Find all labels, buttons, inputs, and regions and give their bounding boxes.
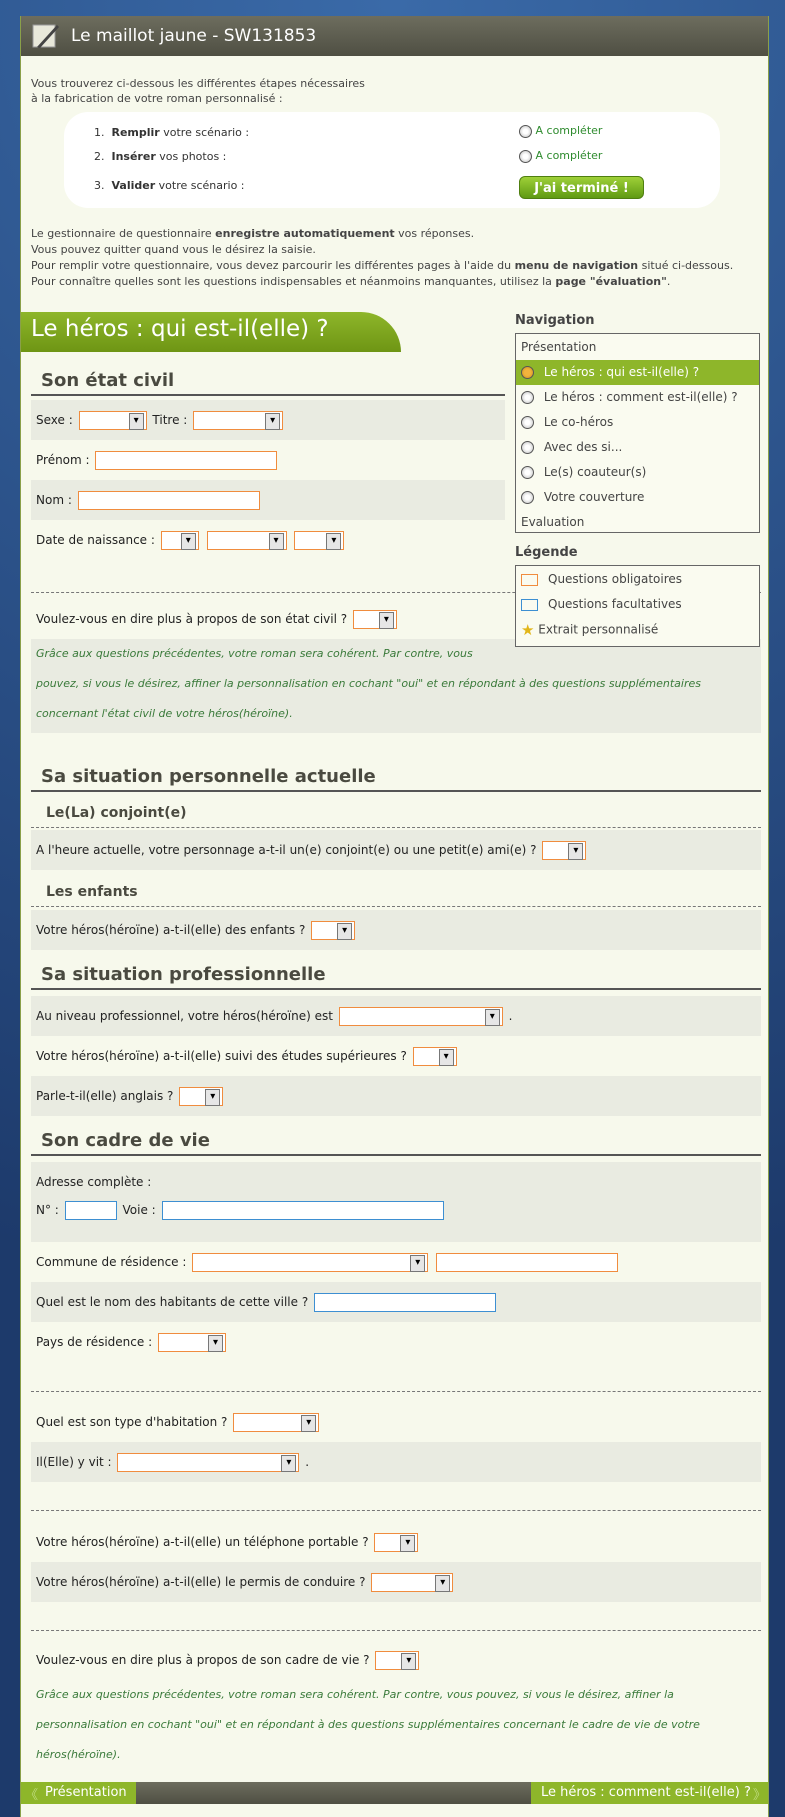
titre-select[interactable] bbox=[193, 411, 283, 430]
sexe-select[interactable] bbox=[79, 411, 147, 430]
divider bbox=[31, 1510, 761, 1511]
commune-select[interactable] bbox=[192, 1253, 428, 1272]
section-pro: Sa situation professionnelle bbox=[31, 964, 761, 990]
portable-select[interactable] bbox=[374, 1533, 418, 1552]
row-adresse: Adresse complète : N° : Voie : bbox=[31, 1162, 761, 1242]
legend-title: Légende bbox=[515, 545, 578, 560]
row-nom: Nom : bbox=[31, 480, 505, 520]
nav-item-coauteurs[interactable]: Le(s) coauteur(s) bbox=[516, 460, 759, 485]
pro-select[interactable] bbox=[339, 1007, 503, 1026]
app-title: Le maillot jaune - SW131853 bbox=[71, 26, 317, 46]
pays-select[interactable] bbox=[158, 1333, 226, 1352]
row-permis: Votre héros(héroïne) a-t-il(elle) le permis de conduire ? ▾ bbox=[31, 1562, 761, 1602]
cadre-note: Grâce aux questions précédentes, votre roman sera cohérent. Par contre, vous pouvez, si vous le désirez, affiner la personnalisation en cochant "oui" et en répondant à des questions supplémentaires concernant le cadre de vie de votre héros(héroïne). bbox=[36, 1688, 700, 1761]
section-civil: Son état civil bbox=[31, 370, 505, 396]
next-page-button[interactable]: Le héros : comment est-il(elle) ? 》 bbox=[531, 1782, 769, 1804]
nav-item-avec-des-si[interactable]: Avec des si... bbox=[516, 435, 759, 460]
habitation-select[interactable] bbox=[233, 1413, 319, 1432]
step-fill-status[interactable]: A compléter bbox=[519, 124, 602, 138]
subsection-enfants: Les enfants bbox=[46, 884, 138, 900]
row-vit: Il(Elle) y vit : ▾ . bbox=[31, 1442, 761, 1482]
row-enfants: Votre héros(héroïne) a-t-il(elle) des enfants ? ▾ bbox=[31, 910, 761, 950]
app-titlebar bbox=[21, 16, 769, 56]
nav-box bbox=[515, 333, 760, 533]
double-chevron-left-icon: 《 bbox=[25, 1788, 39, 1803]
day-select[interactable] bbox=[161, 531, 199, 550]
row-sexe: Sexe : ▾ Titre : ▾ bbox=[31, 400, 505, 440]
commune-field[interactable] bbox=[436, 1253, 618, 1272]
nav-item-couverture[interactable]: Votre couverture bbox=[516, 485, 759, 510]
step-fill: 1. Remplir votre scénario : bbox=[94, 126, 250, 139]
enfants-select[interactable] bbox=[311, 921, 355, 940]
page-radio-icon bbox=[521, 441, 534, 454]
page-container bbox=[20, 16, 769, 1817]
double-chevron-right-icon: 》 bbox=[752, 1788, 766, 1803]
section-situation: Sa situation personnelle actuelle bbox=[31, 766, 761, 792]
page-radio-icon bbox=[521, 466, 534, 479]
nav-item-presentation[interactable]: Présentation bbox=[521, 340, 597, 354]
status-radio-icon bbox=[519, 125, 532, 138]
subsection-conjoint: Le(La) conjoint(e) bbox=[46, 805, 187, 821]
nav-item-coheros[interactable]: Le co-héros bbox=[516, 410, 759, 435]
page-radio-icon bbox=[521, 391, 534, 404]
etudes-select[interactable] bbox=[413, 1047, 457, 1066]
month-select[interactable] bbox=[207, 531, 287, 550]
nav-item-heros-comment[interactable]: Le héros : comment est-il(elle) ? bbox=[516, 385, 759, 410]
nav-item-evaluation[interactable]: Evaluation bbox=[521, 515, 585, 529]
nav-title: Navigation bbox=[515, 313, 595, 328]
row-habitation: Quel est son type d'habitation ? ▾ bbox=[31, 1402, 761, 1442]
row-portable: Votre héros(héroïne) a-t-il(elle) un téléphone portable ? ▾ bbox=[31, 1522, 761, 1562]
numero-field[interactable] bbox=[65, 1201, 117, 1220]
civil-note: Grâce aux questions précédentes, votre roman sera cohérent. Par contre, vous pouvez, si vous le désirez, affiner la personnalisation en cochant "oui" et en répondant à des questions supplémentaires concernant l'état civil de votre héros(héroïne). bbox=[31, 639, 761, 733]
legend-optional: Questions facultatives bbox=[521, 597, 682, 611]
row-plus-cadre: Voulez-vous en dire plus à propos de son cadre de vie ? ▾ bbox=[31, 1640, 761, 1680]
row-commune: Commune de résidence : ▾ bbox=[31, 1242, 761, 1282]
row-pro: Au niveau professionnel, votre héros(héroïne) est ▾ . bbox=[31, 996, 761, 1036]
row-naissance: Date de naissance : ▾ ▾ ▾ bbox=[31, 520, 505, 560]
divider bbox=[31, 906, 761, 907]
row-plus-civil: Voulez-vous en dire plus à propos de son état civil ? ▾ bbox=[31, 599, 761, 639]
step-photos: 2. Insérer vos photos : bbox=[94, 150, 227, 163]
section-cadre: Son cadre de vie bbox=[31, 1130, 761, 1156]
year-select[interactable] bbox=[294, 531, 344, 550]
status-radio-icon bbox=[519, 150, 532, 163]
nom-field[interactable] bbox=[78, 491, 260, 510]
anglais-select[interactable] bbox=[179, 1087, 223, 1106]
navigation-panel bbox=[515, 313, 760, 639]
intro-text: Vous trouverez ci-dessous les différentes étapes nécessaires à la fabrication de votre roman personnalisé : bbox=[31, 77, 365, 105]
voie-field[interactable] bbox=[162, 1201, 444, 1220]
page-radio-icon bbox=[521, 416, 534, 429]
orange-box-icon bbox=[521, 574, 538, 586]
step-validate: 3. Valider votre scénario : bbox=[94, 179, 245, 192]
conjoint-select[interactable] bbox=[542, 841, 586, 860]
habitants-field[interactable] bbox=[314, 1293, 496, 1312]
row-etudes: Votre héros(héroïne) a-t-il(elle) suivi des études supérieures ? ▾ bbox=[31, 1036, 761, 1076]
plus-civil-select[interactable] bbox=[353, 610, 397, 629]
prev-page-button[interactable]: 《 Présentation bbox=[21, 1782, 136, 1804]
step-photos-status[interactable]: A compléter bbox=[519, 149, 602, 163]
row-prenom: Prénom : bbox=[31, 440, 505, 480]
quill-logo-icon bbox=[31, 21, 61, 51]
steps-panel bbox=[64, 112, 720, 208]
nav-item-heros-qui[interactable]: Le héros : qui est-il(elle) ? bbox=[516, 360, 759, 385]
divider bbox=[31, 827, 761, 828]
row-anglais: Parle-t-il(elle) anglais ? ▾ bbox=[31, 1076, 761, 1116]
page-radio-icon bbox=[521, 491, 534, 504]
blue-box-icon bbox=[521, 599, 538, 611]
legend-mandatory: Questions obligatoires bbox=[521, 572, 682, 586]
autosave-info: Le gestionnaire de questionnaire enregistre automatiquement vos réponses. Vous pouvez quitter quand vous le désirez la saisie. Pour remplir votre questionnaire, vous devez parcourir les différentes pages à l'aide du menu de navigation situé ci-dessous. Pour connaître quelles sont les questions indispensables et néanmoins manquantes, utilisez la page "évaluation". bbox=[31, 227, 734, 288]
star-icon: ★ bbox=[521, 621, 535, 639]
vit-select[interactable] bbox=[117, 1453, 299, 1472]
done-button[interactable]: J'ai terminé ! bbox=[519, 176, 644, 199]
divider bbox=[31, 1391, 761, 1392]
page-title: Le héros : qui est-il(elle) ? bbox=[21, 312, 401, 352]
legend-extract: ★ Extrait personnalisé bbox=[521, 621, 659, 639]
legend-box bbox=[515, 565, 760, 647]
permis-select[interactable] bbox=[371, 1573, 453, 1592]
row-habitants: Quel est le nom des habitants de cette ville ? bbox=[31, 1282, 761, 1322]
row-conjoint: A l'heure actuelle, votre personnage a-t-il un(e) conjoint(e) ou une petit(e) ami(e) ? ▾ bbox=[31, 830, 761, 870]
plus-cadre-select[interactable] bbox=[375, 1651, 419, 1670]
row-pays: Pays de résidence : ▾ bbox=[31, 1322, 761, 1362]
prenom-field[interactable] bbox=[95, 451, 277, 470]
footer-bar bbox=[21, 1782, 769, 1804]
divider bbox=[31, 1630, 761, 1631]
active-page-icon bbox=[521, 366, 534, 379]
